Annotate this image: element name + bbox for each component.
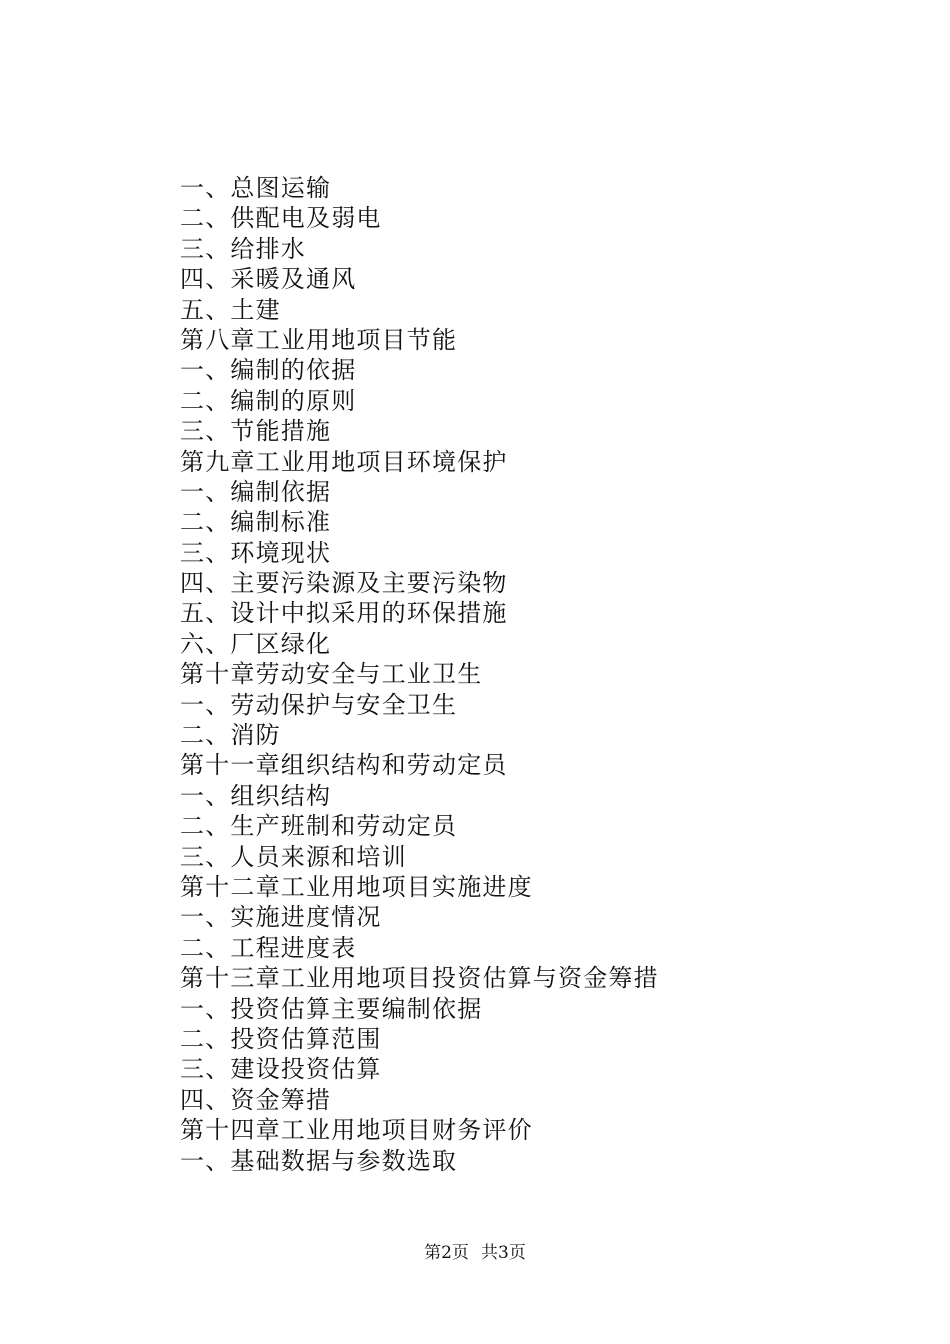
text-line: 一、组织结构 (180, 781, 332, 810)
text-line: 六、厂区绿化 (180, 629, 332, 658)
text-line: 一、基础数据与参数选取 (180, 1146, 458, 1175)
chapter-heading: 第十章劳动安全与工业卫生 (180, 660, 483, 689)
text-line: 一、实施进度情况 (180, 903, 382, 932)
text-line: 二、供配电及弱电 (180, 204, 382, 233)
text-line: 二、工程进度表 (180, 933, 357, 962)
text-line: 三、人员来源和培训 (180, 842, 407, 871)
chapter-heading: 第九章工业用地项目环境保护 (180, 447, 508, 476)
text-line: 三、建设投资估算 (180, 1055, 382, 1084)
text-line: 二、投资估算范围 (180, 1024, 382, 1053)
text-line: 四、主要污染源及主要污染物 (180, 569, 508, 598)
text-line: 二、编制的原则 (180, 386, 357, 415)
chapter-heading: 第十四章工业用地项目财务评价 (180, 1116, 533, 1145)
text-line: 二、生产班制和劳动定员 (180, 812, 458, 841)
document-body (180, 173, 880, 1176)
text-line: 五、设计中拟采用的环保措施 (180, 599, 508, 628)
text-line: 一、编制依据 (180, 477, 332, 506)
text-line: 一、编制的依据 (180, 356, 357, 385)
text-line: 二、编制标准 (180, 508, 332, 537)
text-line: 三、节能措施 (180, 417, 332, 446)
text-line: 五、土建 (180, 295, 281, 324)
chapter-heading: 第十三章工业用地项目投资估算与资金筹措 (180, 964, 659, 993)
text-line: 四、采暖及通风 (180, 265, 357, 294)
page-total: 共3页 (481, 1243, 526, 1263)
text-line: 二、消防 (180, 721, 281, 750)
text-line: 三、给排水 (180, 234, 306, 263)
text-line: 一、总图运输 (180, 174, 332, 202)
text-line: 四、资金筹措 (180, 1085, 332, 1114)
text-line: 一、劳动保护与安全卫生 (180, 690, 458, 719)
page-footer (0, 1241, 950, 1265)
chapter-heading: 第十一章组织结构和劳动定员 (180, 751, 508, 780)
text-line: 一、投资估算主要编制依据 (180, 994, 483, 1023)
chapter-heading: 第八章工业用地项目节能 (180, 325, 458, 354)
chapter-heading: 第十二章工业用地项目实施进度 (180, 872, 533, 901)
text-line: 三、环境现状 (180, 538, 332, 567)
page-number: 第2页 (424, 1243, 469, 1263)
